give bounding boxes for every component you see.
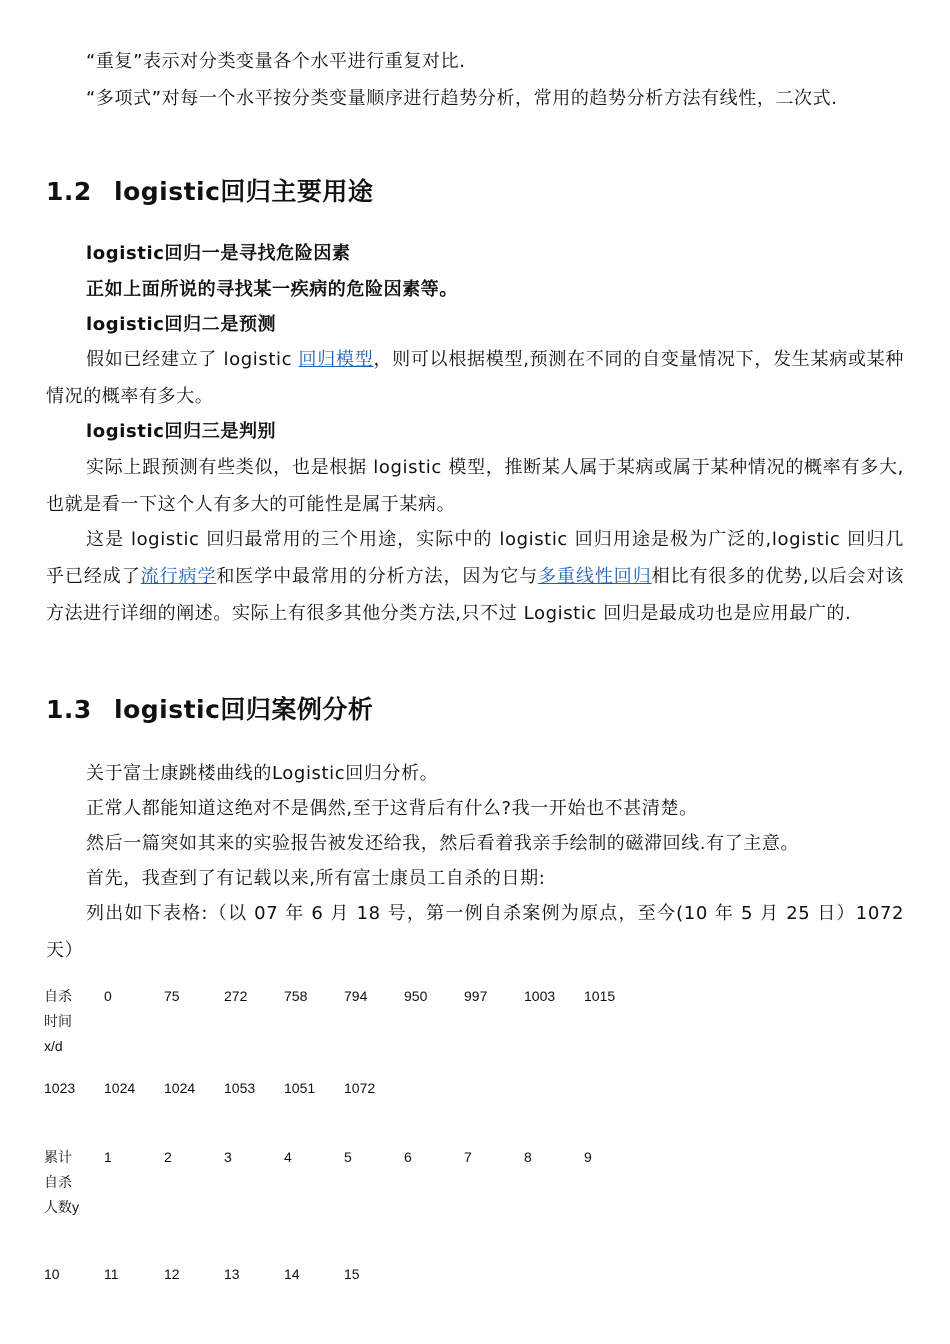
row-label-days: 自杀时间x/d — [44, 988, 72, 1054]
case-line-3: 然后一篇突如其来的实验报告被发还给我，然后看着我亲手绘制的磁滞回线.有了主意。 — [86, 833, 800, 854]
predict-text-b: ，则可以根据模型,预测在不同的自变量情况下，发生某病或某种情况的概率有多大。 — [46, 349, 905, 407]
table-cell: 1023 — [44, 1080, 76, 1096]
suicide-count-table-cont — [40, 1262, 400, 1287]
table-cell: 13 — [224, 1266, 240, 1282]
section-heading-1-3 — [46, 690, 373, 726]
use-heading-discriminate: logistic回归三是判别 — [86, 421, 277, 442]
table-cell: 7 — [464, 1149, 472, 1165]
table-cell: 12 — [164, 1266, 180, 1282]
epidemiology-link[interactable]: 流行病学 — [140, 566, 217, 587]
predict-text-a: 假如已经建立了 logistic — [86, 349, 299, 370]
table-cell: 794 — [344, 988, 368, 1004]
table-cell: 14 — [284, 1266, 300, 1282]
table-cell: 1015 — [584, 988, 616, 1004]
table-cell: 2 — [164, 1149, 172, 1165]
table-cell: 4 — [284, 1149, 292, 1165]
table-cell: 758 — [284, 988, 308, 1004]
table-cell: 6 — [404, 1149, 412, 1165]
table-cell: 997 — [464, 988, 488, 1004]
table-cell: 950 — [404, 988, 428, 1004]
row-label-count: 累计自杀人数y — [44, 1149, 79, 1215]
table-cell: 11 — [104, 1266, 119, 1282]
multiple-linear-regression-link[interactable]: 多重线性回归 — [538, 566, 652, 587]
suicide-days-table-cont — [40, 1076, 400, 1101]
use-risk-text: 正如上面所说的寻找某一疾病的危险因素等。 — [86, 279, 458, 300]
table-cell: 3 — [224, 1149, 232, 1165]
table-row — [40, 1262, 400, 1287]
case-line-1: 关于富士康跳楼曲线的Logistic回归分析。 — [86, 763, 439, 784]
regression-model-link[interactable]: 回归模型 — [298, 349, 374, 370]
table-cell: 5 — [344, 1149, 352, 1165]
use-discriminate-paragraph: 实际上跟预测有些类似，也是根据 logistic 模型，推断某人属于某病或属于某种情况的概率有多大,也就是看一下这个人有多大的可能性是属于某病。 — [46, 457, 904, 515]
table-row — [40, 1145, 640, 1220]
suicide-count-table — [40, 1145, 640, 1220]
use-heading-predict: logistic回归二是预测 — [86, 314, 277, 335]
summary-paragraph — [46, 521, 904, 632]
table-cell: 1051 — [284, 1080, 316, 1096]
suicide-days-table — [40, 984, 640, 1059]
use-heading-risk: logistic回归一是寻找危险因素 — [86, 243, 351, 264]
table-cell: 1024 — [104, 1080, 136, 1096]
summary-text-a: 这是 logistic 回归最常用的三个用途，实际中的 logistic 回归用途是极为广泛的,logistic 回归几乎已经成了 — [46, 529, 904, 587]
section-number: 1.2 — [46, 177, 92, 206]
table-cell: 0 — [104, 988, 112, 1004]
use-predict-paragraph — [46, 341, 904, 415]
table-cell: 1003 — [524, 988, 556, 1004]
intro-paragraph-polynomial: “多项式”对每一个水平按分类变量顺序进行趋势分析，常用的趋势分析方法有线性，二次式. — [86, 88, 838, 109]
table-cell: 1 — [104, 1149, 112, 1165]
summary-text-c: 相比有很多的优势,以后会对该方法进行详细的阐述。实际上有很多其他分类方法,只不过 Logistic 回归是最成功也是应用最广的. — [46, 566, 905, 624]
table-cell: 15 — [344, 1266, 360, 1282]
intro-paragraph-repeat: “重复”表示对分类变量各个水平进行重复对比. — [86, 51, 466, 72]
table-cell: 1072 — [344, 1080, 376, 1096]
table-cell: 8 — [524, 1149, 532, 1165]
table-cell: 75 — [164, 988, 180, 1004]
case-line-4: 首先，我查到了有记载以来,所有富士康员工自杀的日期: — [86, 868, 546, 889]
case-line-5: 列出如下表格:（以 07 年 6 月 18 号，第一例自杀案例为原点，至今(10 年 5 月 25 日）1072 天） — [46, 903, 904, 961]
section-title: logistic回归主要用途 — [114, 177, 374, 206]
section-number: 1.3 — [46, 695, 92, 724]
section-title: logistic回归案例分析 — [114, 695, 374, 724]
summary-text-b: 和医学中最常用的分析方法，因为它与 — [216, 566, 539, 587]
case-line-2: 正常人都能知道这绝对不是偶然,至于这背后有什么?我一开始也不甚清楚。 — [86, 798, 698, 819]
table-row — [40, 984, 640, 1059]
section-heading-1-2 — [46, 172, 373, 208]
table-cell: 1024 — [164, 1080, 196, 1096]
table-cell: 272 — [224, 988, 248, 1004]
table-row — [40, 1076, 400, 1101]
table-cell: 1053 — [224, 1080, 256, 1096]
table-cell: 9 — [584, 1149, 592, 1165]
table-cell: 10 — [44, 1266, 60, 1282]
